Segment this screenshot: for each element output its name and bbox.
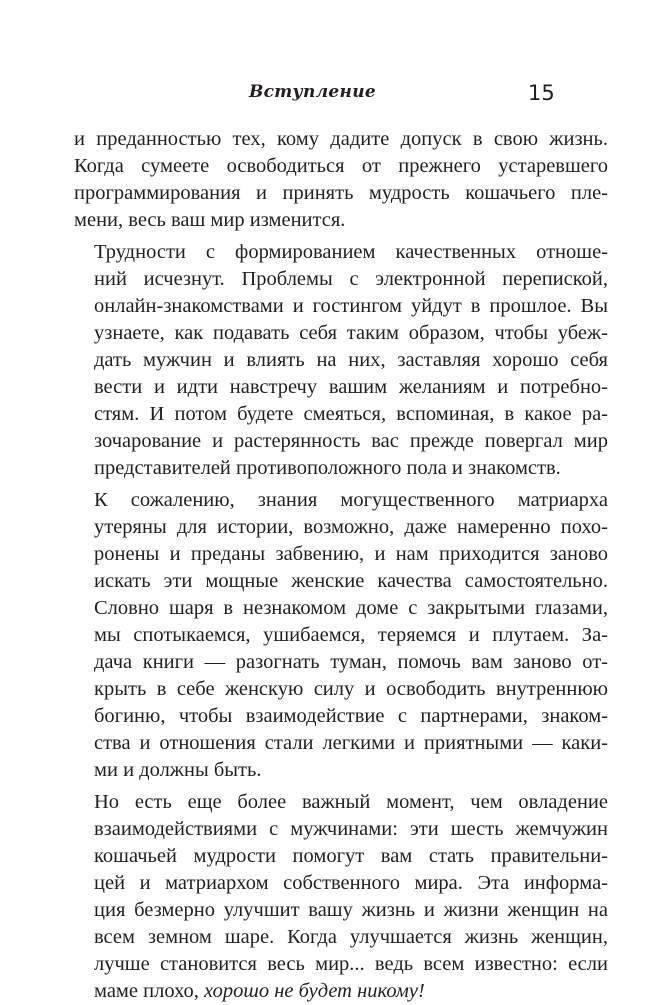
text-line: взаимодействиями с мужчинами: эти шесть жемчужин <box>94 818 608 840</box>
running-title: Вступление <box>248 82 377 102</box>
plain-text: маме плохо, <box>94 980 205 1002</box>
text-line: кошачьей мудрости помогут вам стать правительни- <box>94 845 608 867</box>
text-line: узнаете, как подавать себя таким образом, чтобы убеж- <box>94 322 608 344</box>
text-line: представителей противоположного пола и знакомств. <box>94 457 561 479</box>
text-line: ства и отношения стали легкими и приятными — каки- <box>94 732 608 754</box>
text-line: мы спотыкаемся, ушибаемся, теряемся и плутаем. За- <box>94 624 608 646</box>
text-line: ний исчезнут. Проблемы с электронной перепиской, <box>94 268 608 290</box>
text-line: ронены и преданы забвению, и нам приходится заново <box>94 543 608 565</box>
text-line: мени, весь ваш мир изменится. <box>74 209 346 231</box>
paragraph-1 <box>74 126 608 234</box>
text-line: всем земном шаре. Когда улучшается жизнь женщин, <box>94 926 608 948</box>
running-header <box>0 78 667 108</box>
text-line: вести и идти навстречу вашим желаниям и потребно- <box>94 376 608 398</box>
text-line: онлайн-знакомствами и гостингом уйдут в прошлое. Вы <box>94 295 608 317</box>
text-line: дача книги — разогнать туман, помочь вам заново от- <box>94 651 608 673</box>
text-line: крыть в себе женскую силу и освободить внутреннюю <box>94 678 608 700</box>
text-line: Трудности с формированием качественных отноше- <box>94 241 608 263</box>
text-line: программирования и принять мудрость кошачьего пле- <box>74 182 608 204</box>
paragraph-3 <box>74 487 608 784</box>
text-line: богиню, чтобы взаимодействие с партнерами, знаком- <box>94 705 608 727</box>
text-line: К сожалению, знания могущественного матриарха <box>94 489 608 511</box>
text-line: дать мужчин и влиять на них, заставляя хорошо себя <box>94 349 608 371</box>
text-line: искать эти мощные женские качества самостоятельно. <box>94 570 608 592</box>
text-line: утеряны для истории, возможно, даже намеренно похо- <box>94 516 608 538</box>
text-line: лучше становится весь мир... ведь всем известно: если <box>94 953 608 975</box>
text-line: Когда сумеете освободиться от прежнего устаревшего <box>74 155 608 177</box>
paragraph-2 <box>74 239 608 482</box>
text-line-final <box>74 978 608 1005</box>
text-line: ми и должны быть. <box>94 759 262 781</box>
text-line: зочарование и растерянность вас прежде повергал мир <box>94 430 608 452</box>
text-line: ция безмерно улучшит вашу жизнь и жизни женщин на <box>94 899 608 921</box>
text-line: стям. И потом будете смеяться, вспоминая, в какое ра- <box>94 403 608 425</box>
italic-emphasis: хорошо не будет никому! <box>204 980 425 1002</box>
text-line: Но есть еще более важный момент, чем овладение <box>94 791 608 813</box>
paragraph-4 <box>74 789 608 1005</box>
body-text <box>74 126 608 1005</box>
page-number: 15 <box>528 81 555 105</box>
text-line: и преданностью тех, кому дадите допуск в свою жизнь. <box>74 128 608 150</box>
text-line: цей и матриархом собственного мира. Эта информа- <box>94 872 608 894</box>
text-line: Словно шаря в незнакомом доме с закрытыми глазами, <box>94 597 608 619</box>
